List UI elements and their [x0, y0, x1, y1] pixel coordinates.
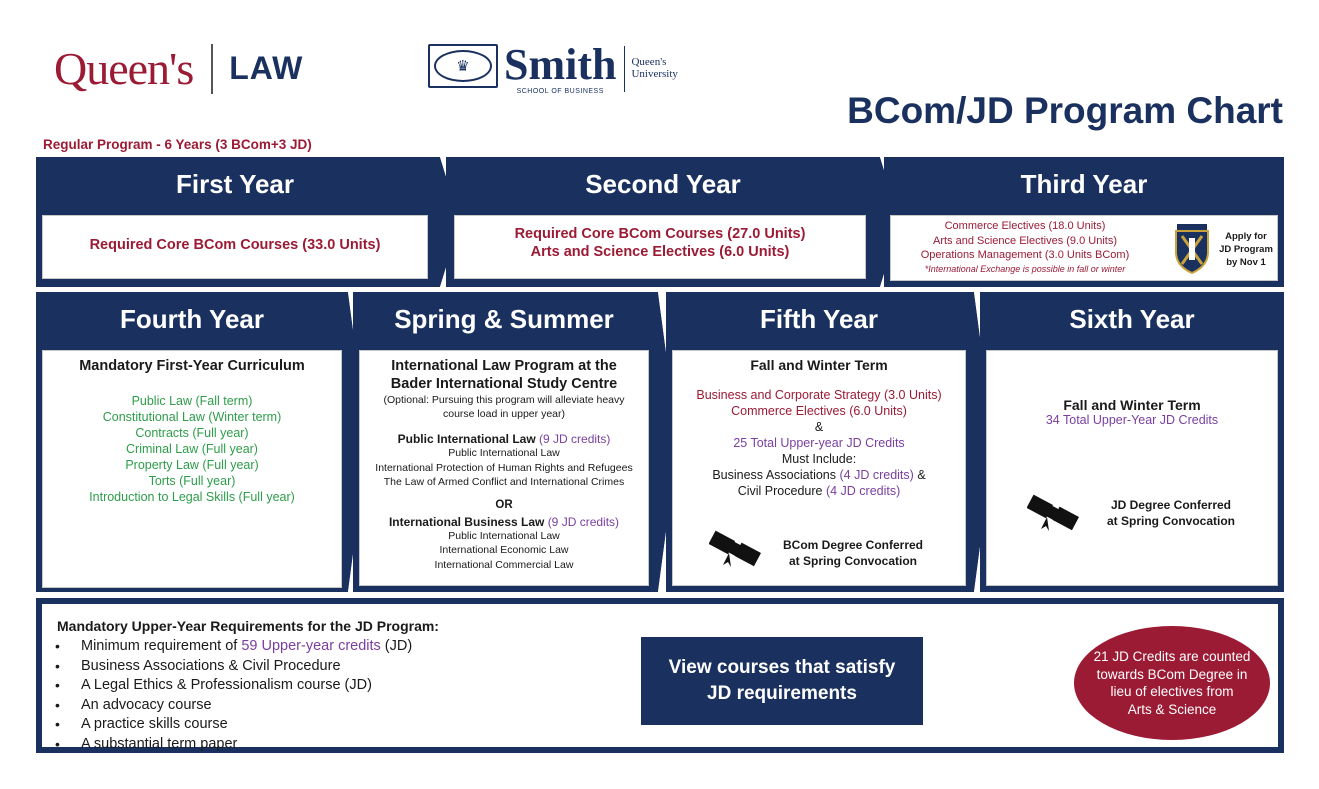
bcom-degree-1: BCom Degree Conferred: [782, 538, 924, 552]
ibl-label: International Business Law: [388, 514, 545, 529]
note-line: 21 JD Credits are counted: [1093, 649, 1251, 664]
second-year-electives: Arts and Science Electives (6.0 Units): [530, 244, 790, 260]
second-year-title: Second Year: [585, 169, 741, 199]
list-item: • Business Associations & Civil Procedure: [55, 657, 341, 674]
note-line: towards BCom Degree in: [1096, 666, 1248, 682]
course-item: Constitutional Law (Winter term): [102, 410, 282, 424]
smith-subtitle: SCHOOL OF BUSINESS: [516, 88, 604, 95]
diploma-icon: [709, 529, 763, 571]
smith-wordmark: Smith: [504, 40, 617, 89]
fifth-year-cp-credits: (4 JD credits): [825, 484, 901, 498]
sixth-year-title: Sixth Year: [1069, 304, 1195, 334]
view-courses-label-1: View courses that satisfy: [668, 657, 896, 678]
req-credits: 59 Upper-year credits: [241, 638, 381, 654]
law-wordmark: LAW: [229, 50, 304, 86]
third-year-panel: [884, 157, 1284, 287]
course-item: Torts (Full year): [148, 474, 236, 488]
jd-degree-1: JD Degree Conferred: [1110, 498, 1232, 512]
apply-text-3: by Nov 1: [1226, 257, 1266, 268]
third-year-commerce: Commerce Electives (18.0 Units): [944, 220, 1106, 232]
logo-divider: [624, 46, 625, 92]
crest-icon: [1173, 224, 1211, 274]
fifth-year-title: Fifth Year: [759, 304, 878, 334]
fifth-year-amp: &: [814, 420, 824, 434]
first-year-title: First Year: [175, 169, 295, 199]
credits-note-badge: [1074, 626, 1270, 740]
sixth-year-jd-credits: 34 Total Upper-Year JD Credits: [1045, 413, 1219, 427]
requirements-list: [55, 637, 412, 754]
fifth-year-panel: [666, 292, 972, 592]
fifth-year-ba: Business Associations: [712, 468, 837, 482]
sixth-year-heading: Fall and Winter Term: [1063, 397, 1201, 413]
ss-optional-1: (Optional: Pursuing this program will alleviate heavy: [383, 394, 625, 406]
pil-credits: (9 JD credits): [539, 432, 611, 446]
bcom-degree-2: at Spring Convocation: [788, 554, 917, 568]
view-courses-button[interactable]: [641, 637, 923, 725]
ibl-course: International Commercial Law: [434, 558, 574, 571]
smith-queens-text: Queen's: [631, 56, 667, 68]
third-year-title: Third Year: [1020, 169, 1148, 199]
course-item: Criminal Law (Full year): [126, 442, 258, 456]
course-item: Property Law (Full year): [125, 458, 259, 472]
fifth-year-cp: Civil Procedure: [737, 484, 823, 498]
course-item: Introduction to Legal Skills (Full year): [89, 490, 295, 504]
program-subtitle: Regular Program - 6 Years (3 BCom+3 JD): [43, 137, 312, 152]
requirements-title: Mandatory Upper-Year Requirements for the JD Program:: [57, 618, 439, 634]
third-year-arts: Arts and Science Electives (9.0 Units): [932, 234, 1118, 247]
smith-logo: [428, 40, 678, 95]
fifth-year-commerce: Commerce Electives (6.0 Units): [731, 404, 907, 418]
or-label: OR: [495, 498, 513, 511]
pil-course: The Law of Armed Conflict and International Crimes: [383, 476, 625, 488]
queens-law-logo: [54, 42, 303, 95]
pil-course: Public International Law: [448, 447, 560, 459]
first-year-courses: Required Core BCom Courses (33.0 Units): [89, 237, 381, 253]
fifth-year-heading: Fall and Winter Term: [750, 357, 888, 373]
apply-text-1: Apply for: [1225, 231, 1267, 242]
fifth-year-ba-credits: (4 JD credits): [839, 468, 914, 482]
ibl-credits: (9 JD credits): [547, 514, 620, 529]
third-year-note: *International Exchange is possible in fall or winter: [924, 263, 1126, 274]
spring-summer-panel: [353, 292, 655, 592]
sixth-year-panel: [980, 292, 1284, 592]
logo-divider: [211, 44, 213, 94]
jd-degree-2: at Spring Convocation: [1106, 514, 1235, 528]
spring-summer-title: Spring & Summer: [394, 304, 614, 334]
ss-heading-1: International Law Program at the: [391, 358, 617, 374]
pil-course: International Protection of Human Rights and Refugees: [375, 461, 633, 474]
fourth-year-panel: [36, 292, 348, 592]
fifth-year-jd-credits: 25 Total Upper-year JD Credits: [733, 436, 905, 450]
requirements-panel: [36, 598, 1284, 753]
req-text: Minimum requirement of: [81, 638, 242, 654]
first-year-panel: [36, 157, 434, 287]
ibl-course: International Economic Law: [439, 544, 569, 556]
ss-optional-2: course load in upper year): [443, 408, 565, 420]
list-item: • A Legal Ethics & Professionalism course (JD): [55, 677, 372, 693]
list-item: • A practice skills course: [55, 716, 228, 732]
req-text: (JD): [380, 638, 413, 654]
ibl-course: Public International Law: [448, 529, 560, 542]
course-item: Contracts (Full year): [135, 426, 249, 440]
note-line: Arts & Science: [1127, 701, 1217, 717]
third-year-operations: Operations Management (3.0 Units BCom): [920, 249, 1130, 261]
second-year-core: Required Core BCom Courses (27.0 Units): [514, 226, 806, 242]
fifth-year-amp2: &: [917, 468, 926, 482]
queens-wordmark: Queen's: [54, 43, 194, 94]
list-item: • An advocacy course: [55, 696, 212, 713]
second-year-panel: [446, 157, 880, 287]
diploma-icon: [1027, 493, 1081, 535]
ss-heading-2: Bader International Study Centre: [390, 376, 618, 392]
note-line: lieu of electives from: [1110, 684, 1234, 699]
list-item: • Minimum requirement of 59 Upper-year credits (JD): [55, 638, 413, 654]
page-title: BCom/JD Program Chart: [847, 90, 1283, 131]
smith-university-text: University: [631, 68, 678, 80]
crown-icon: ♛: [428, 44, 498, 88]
list-item: • A substantial term paper: [55, 735, 238, 752]
fourth-year-title: Fourth Year: [119, 304, 264, 334]
view-courses-label-2: JD requirements: [707, 683, 857, 704]
apply-text-2: JD Program: [1219, 244, 1273, 255]
pil-label: Public International Law: [397, 432, 536, 446]
fifth-year-strategy: Business and Corporate Strategy (3.0 Units): [696, 388, 942, 402]
fourth-year-heading: Mandatory First-Year Curriculum: [79, 358, 305, 374]
fifth-year-must: Must Include:: [781, 452, 857, 466]
course-item: Public Law (Fall term): [131, 394, 253, 408]
